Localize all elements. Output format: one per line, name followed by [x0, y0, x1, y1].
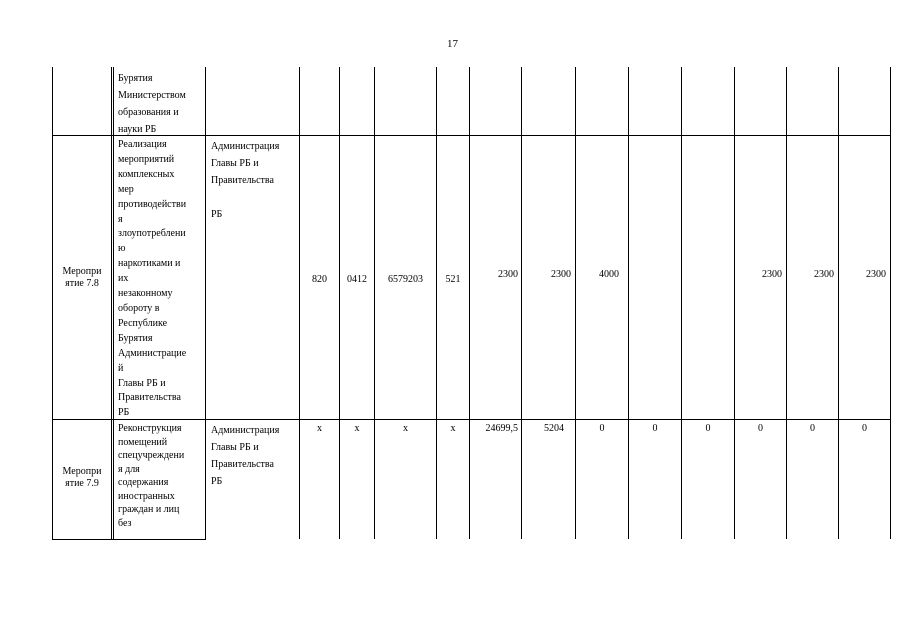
row2-cell-7: 4000 [599, 269, 619, 280]
grid-line [299, 67, 300, 539]
grid-line [890, 67, 891, 539]
grid-line [339, 67, 340, 539]
grid-line [374, 67, 375, 539]
grid-line [113, 67, 114, 539]
grid-line [575, 67, 576, 539]
row3-label: Меропри ятие 7.9 [62, 466, 102, 489]
row2-cell-1: 820 [312, 274, 327, 285]
row3-cell-10: 0 [758, 423, 763, 434]
row3-description: Реконструкция помещений спецучреждени я для содержания иностранных граждан и лиц без [118, 423, 185, 529]
row3-responsible: Администрация Главы РБ и Правительства РБ [211, 425, 280, 487]
row3-cell-5: 24699,5 [485, 423, 518, 434]
grid-line [52, 67, 53, 539]
row3-cell-12: 0 [862, 423, 867, 434]
grid-line [205, 67, 206, 539]
row1-description: Бурятия Министерством образования и науки РБ [118, 73, 186, 135]
row2-cell-6: 2300 [551, 269, 571, 280]
row3-cell-11: 0 [810, 423, 815, 434]
grid-line [111, 67, 112, 539]
grid-line [838, 67, 839, 539]
row3-cell-2: x [354, 423, 360, 434]
row2-label: Меропри ятие 7.8 [62, 266, 102, 289]
row2-cell-3: 6579203 [388, 274, 423, 285]
grid-line [469, 67, 470, 539]
grid-line [521, 67, 522, 539]
page-number: 17 [447, 38, 458, 50]
row3-cell-8: 0 [652, 423, 658, 434]
row3-cell-1: x [317, 423, 322, 434]
grid-line [734, 67, 735, 539]
row2-responsible: Администрация Главы РБ и Правительства РБ [211, 141, 280, 220]
row3-cell-6: 5204 [544, 423, 564, 434]
row2-cell-5: 2300 [498, 269, 518, 280]
row2-cell-2: 0412 [347, 274, 367, 285]
row3-cell-3: x [403, 423, 408, 434]
row2-cell-10: 2300 [762, 269, 782, 280]
row2-cell-4: 521 [445, 274, 461, 285]
grid-line [681, 67, 682, 539]
grid-line [786, 67, 787, 539]
row2-description: Реализация мероприятий комплексных мер противодействи я злоупотреблени ю наркотиками и их незаконному обороту в Республике Бурятия Администрацие й Главы РБ и Правительства РБ [118, 139, 187, 419]
grid-line [436, 67, 437, 539]
row3-cell-9: 0 [705, 423, 711, 434]
grid-line [628, 67, 629, 539]
row2-cell-11: 2300 [814, 269, 834, 280]
table-bottom-border [52, 539, 206, 540]
row3-cell-7: 0 [599, 423, 605, 434]
row2-cell-12: 2300 [866, 269, 886, 280]
row3-cell-4: x [450, 423, 456, 434]
